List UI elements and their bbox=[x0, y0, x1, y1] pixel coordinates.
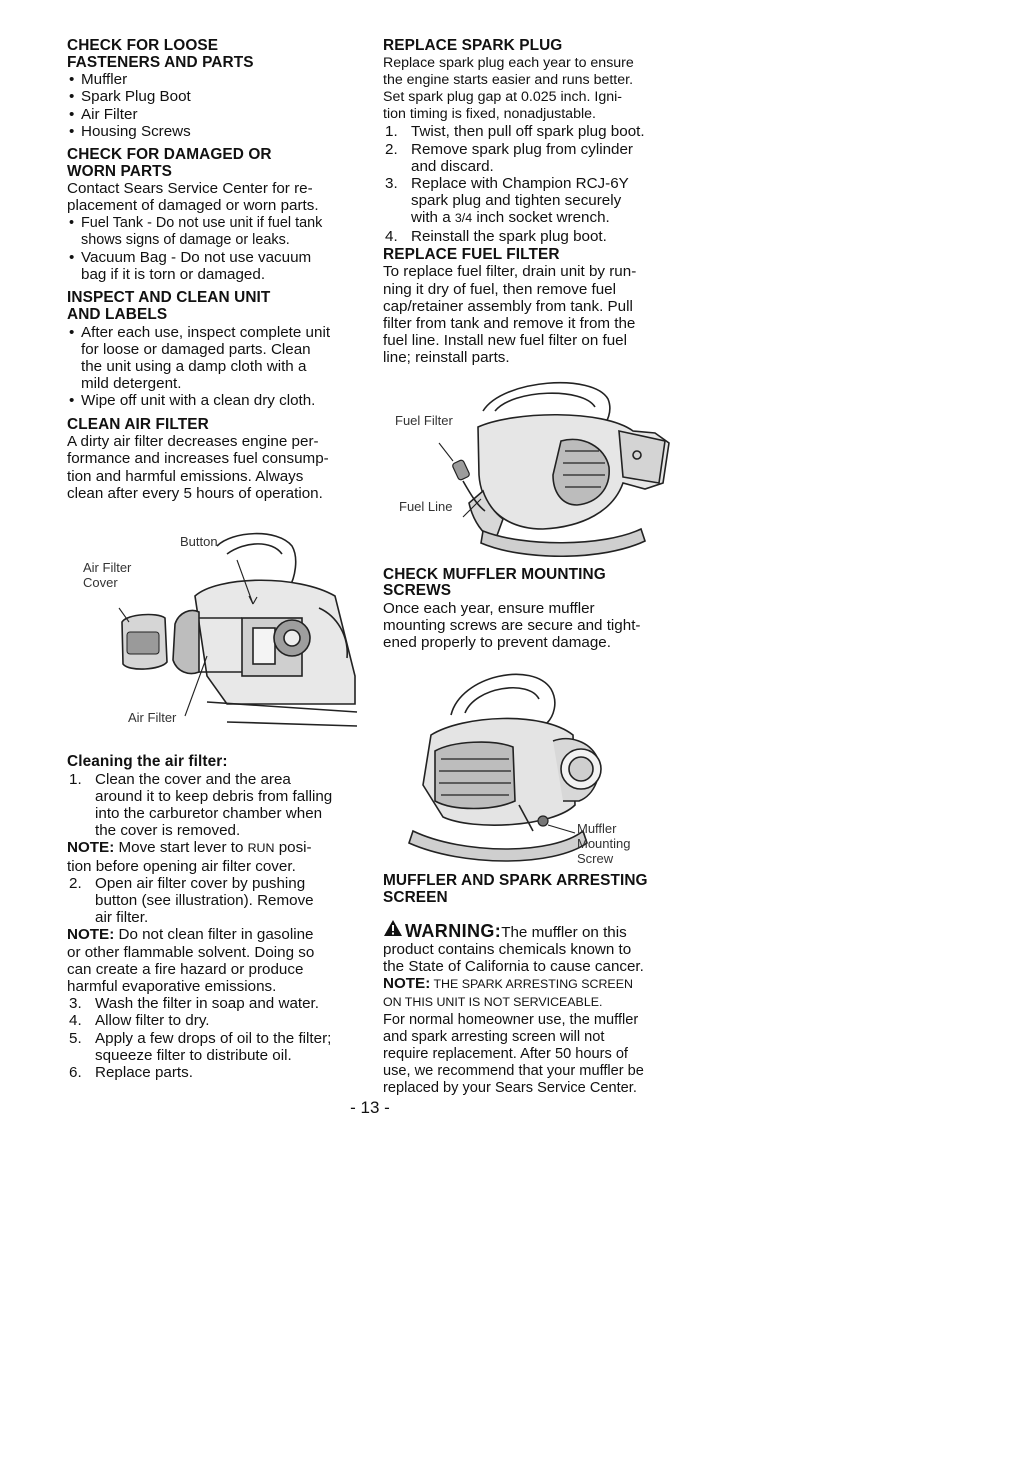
left-column bbox=[67, 38, 359, 1081]
inspect-list bbox=[67, 324, 359, 410]
fasteners-list bbox=[67, 71, 359, 140]
list-item: 4. Allow filter to dry. bbox=[69, 1012, 210, 1030]
air-filter-figure bbox=[67, 526, 359, 738]
list-item: 2. Remove spark plug from cylinder and discard. bbox=[385, 140, 633, 175]
muffler-screws-paragraph: Once each year, ensure muffler mounting screws are secure and tight- ened properly to prevent damage. bbox=[383, 599, 641, 652]
list-item: • After each use, inspect complete unit for loose or damaged parts. Clean the unit using a damp cloth with a mild detergent. bbox=[67, 324, 359, 393]
list-item: • Wipe off unit with a clean dry cloth. bbox=[67, 392, 359, 409]
spark-plug-paragraph: Replace spark plug each year to ensure the engine starts easier and runs better. Set spark plug gap at 0.025 inch. Igni- tion timing is fixed, nonadjustable. bbox=[383, 54, 634, 123]
list-item: • Spark Plug Boot bbox=[67, 88, 359, 105]
heading-inspect-clean: INSPECT AND CLEAN UNIT AND LABELS bbox=[67, 289, 271, 323]
blower-fuel-filter-illustration bbox=[383, 371, 675, 557]
muffler-screw-part bbox=[538, 816, 548, 826]
muffler-figure bbox=[383, 655, 675, 867]
heading-replace-spark-plug: REPLACE SPARK PLUG bbox=[383, 37, 563, 54]
replacement-paragraph: For normal homeowner use, the muffler and spark arresting screen will not require replacement. After 50 hours of use, we recommend that your muffler be replaced by your Sears Service Center. bbox=[383, 1011, 644, 1097]
fuel-filter-paragraph: To replace fuel filter, drain unit by run- ning it dry of fuel, then remove fuel cap/retainer assembly from tank. Pull filter from tank and remove it from the fuel line. Install new fuel filter on fuel line; reinstall parts. bbox=[383, 263, 637, 367]
cleaning-steps-a bbox=[67, 771, 359, 840]
warning-label: WARNING: bbox=[405, 920, 502, 941]
warning-triangle-icon bbox=[383, 919, 403, 937]
list-item: • Air Filter bbox=[67, 106, 359, 123]
heading-cleaning-air-filter: Cleaning the air filter: bbox=[67, 753, 228, 771]
note-no-gasoline: NOTE: Do not clean filter in gasoline or other flammable solvent. Doing so can create a fire hazard or produce harmful evaporative emissions. bbox=[67, 926, 315, 996]
label-air-filter: Air Filter bbox=[128, 710, 177, 726]
cleaning-steps-b bbox=[67, 875, 359, 927]
list-item: 3. Replace with Champion RCJ-6Y spark plug and tighten securely with a 3/4 inch socket wrench. bbox=[385, 175, 629, 227]
warning-paragraph: product contains chemicals known to the State of California to cause cancer. bbox=[383, 940, 644, 976]
cleaning-steps-c bbox=[67, 995, 359, 1081]
heading-check-muffler-screws: CHECK MUFFLER MOUNTING SCREWS bbox=[383, 565, 606, 600]
list-item: 6. Replace parts. bbox=[69, 1064, 193, 1082]
warning-line: WARNING: The muffler on this bbox=[383, 919, 675, 941]
heading-clean-air-filter: CLEAN AIR FILTER bbox=[67, 415, 209, 433]
list-item: 2. Open air filter cover by pushing button (see illustration). Remove air filter. bbox=[69, 874, 314, 927]
heading-muffler-spark-arresting: MUFFLER AND SPARK ARRESTING SCREEN bbox=[383, 872, 648, 907]
list-item: • Housing Screws bbox=[67, 123, 359, 140]
label-fuel-line: Fuel Line bbox=[399, 498, 453, 514]
list-item: 4. Reinstall the spark plug boot. bbox=[385, 227, 607, 245]
fuel-filter-figure bbox=[383, 371, 675, 557]
note-start-lever: NOTE: Move start lever to RUN posi- tion before opening air filter cover. bbox=[67, 839, 312, 875]
heading-damaged-parts: CHECK FOR DAMAGED OR WORN PARTS bbox=[67, 146, 272, 180]
heading-loose-fasteners: CHECK FOR LOOSE FASTENERS AND PARTS bbox=[67, 37, 254, 71]
page-number: - 13 - bbox=[350, 1098, 390, 1117]
spark-plug-steps bbox=[383, 123, 675, 244]
list-item: 5. Apply a few drops of oil to the filter; squeeze filter to distribute oil. bbox=[69, 1029, 332, 1064]
label-button: Button bbox=[180, 534, 218, 550]
right-column bbox=[383, 38, 675, 1098]
list-item: 3. Wash the filter in soap and water. bbox=[69, 995, 319, 1013]
list-item: • Vacuum Bag - Do not use vacuum bag if it is torn or damaged. bbox=[67, 249, 359, 283]
label-muffler-mounting-screw: Muffler Mounting Screw bbox=[577, 821, 631, 867]
air-filter-cover-part bbox=[122, 615, 167, 670]
list-item: 1. Twist, then pull off spark plug boot. bbox=[385, 123, 645, 141]
note-not-serviceable: NOTE: THE SPARK ARRESTING SCREEN ON THIS UNIT IS NOT SERVICEABLE. bbox=[383, 975, 633, 1010]
label-fuel-filter: Fuel Filter bbox=[395, 412, 453, 428]
heading-replace-fuel-filter: REPLACE FUEL FILTER bbox=[383, 245, 560, 263]
list-item: • Fuel Tank - Do not use unit if fuel tank shows signs of damage or leaks. bbox=[67, 215, 359, 249]
damaged-list bbox=[67, 215, 359, 284]
list-item: 1. Clean the cover and the area around it to keep debris from falling into the carburetor chamber when the cover is removed. bbox=[69, 770, 333, 840]
blower-muffler-illustration bbox=[383, 655, 675, 867]
damaged-intro: Contact Sears Service Center for re- placement of damaged or worn parts. bbox=[67, 180, 319, 215]
label-air-filter-cover: Air Filter Cover bbox=[83, 560, 132, 591]
blower-air-filter-illustration bbox=[67, 526, 359, 738]
air-filter-paragraph: A dirty air filter decreases engine per- formance and increases fuel consump- tion and harmful emissions. Always clean after every 5 hours of operation. bbox=[67, 433, 329, 502]
list-item: • Muffler bbox=[67, 71, 359, 88]
